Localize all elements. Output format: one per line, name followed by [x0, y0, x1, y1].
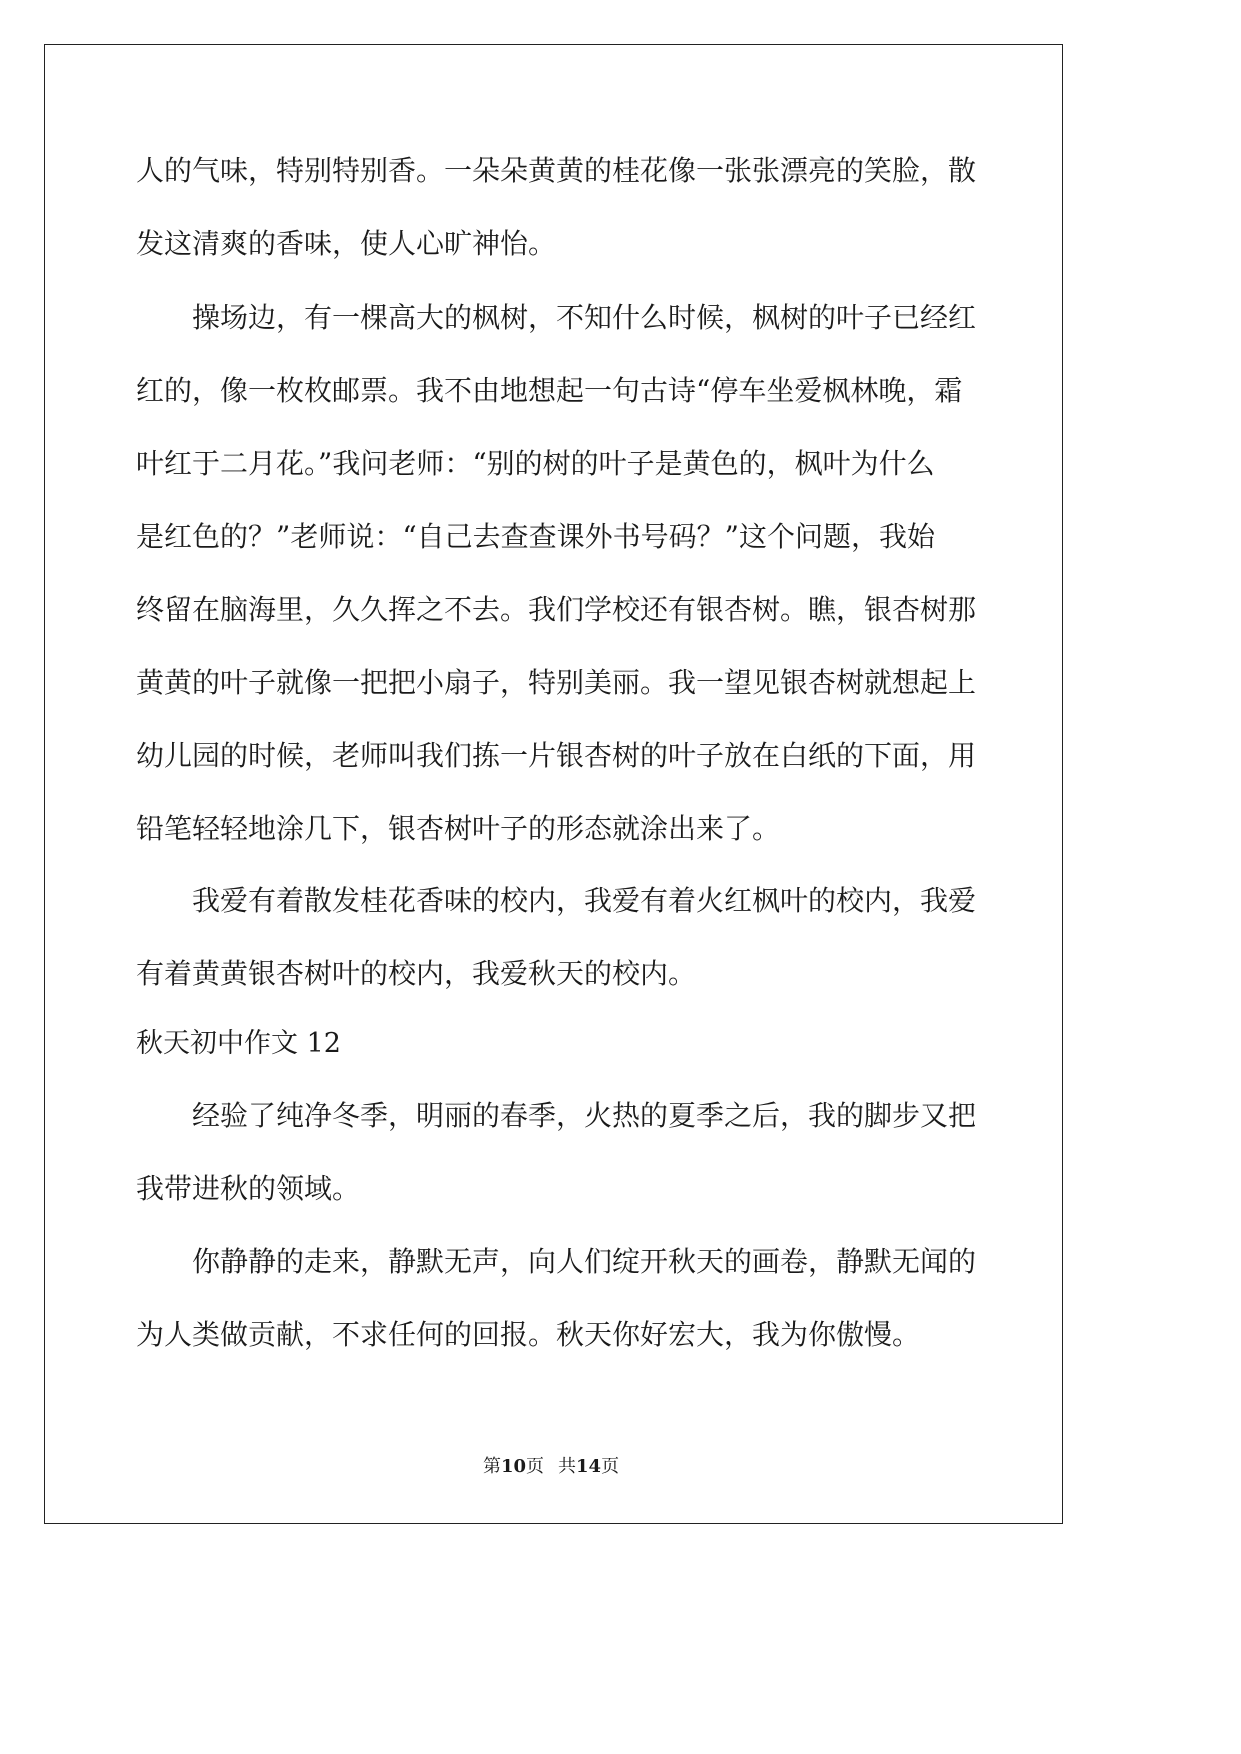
total-prefix: 共: [558, 1456, 576, 1477]
body-line: 操场边，有一棵高大的枫树，不知什么时候，枫树的叶子已经红: [192, 301, 977, 334]
body-line: 铅笔轻轻地涂几下，银杏树叶子的形态就涂出来了。: [136, 812, 781, 845]
body-line: 黄黄的叶子就像一把把小扇子，特别美丽。我一望见银杏树就想起上: [136, 666, 977, 699]
page-suffix: 页: [526, 1456, 544, 1477]
section-heading: 秋天初中作文 12: [136, 1028, 341, 1059]
page-prefix: 第: [482, 1456, 501, 1477]
total-pages-number: 14: [576, 1456, 602, 1477]
body-line: 叶红于二月花。”我问老师：“别的树的叶子是黄色的，枫叶为什么: [136, 447, 935, 480]
body-line: 终留在脑海里，久久挥之不去。我们学校还有银杏树。瞧，银杏树那: [136, 593, 977, 626]
body-line: 我爱有着散发桂花香味的校内，我爱有着火红枫叶的校内，我爱: [192, 884, 977, 917]
body-line: 是红色的？”老师说：“自己去查查课外书号码？”这个问题，我始: [136, 520, 935, 553]
body-line: 你静静的走来，静默无声，向人们绽开秋天的画卷，静默无闻的: [192, 1245, 977, 1278]
body-line: 有着黄黄银杏树叶的校内，我爱秋天的校内。: [136, 957, 697, 990]
body-line: 幼儿园的时候，老师叫我们拣一片银杏树的叶子放在白纸的下面，用: [136, 739, 977, 772]
total-suffix: 页: [601, 1456, 620, 1477]
body-line: 人的气味，特别特别香。一朵朵黄黄的桂花像一张张漂亮的笑脸，散: [136, 154, 977, 187]
body-line: 发这清爽的香味，使人心旷神怡。: [136, 227, 557, 260]
body-line: 红的，像一枚枚邮票。我不由地想起一句古诗“停车坐爱枫林晚，霜: [136, 374, 963, 407]
body-line: 经验了纯净冬季，明丽的春季，火热的夏季之后，我的脚步又把: [192, 1099, 977, 1132]
page-border: [44, 44, 1063, 1524]
current-page-number: 10: [500, 1456, 526, 1477]
page-footer: [0, 1452, 1102, 1478]
body-line: 我带进秋的领域。: [136, 1172, 361, 1205]
body-line: 为人类做贡献，不求任何的回报。秋天你好宏大，我为你傲慢。: [136, 1318, 921, 1351]
